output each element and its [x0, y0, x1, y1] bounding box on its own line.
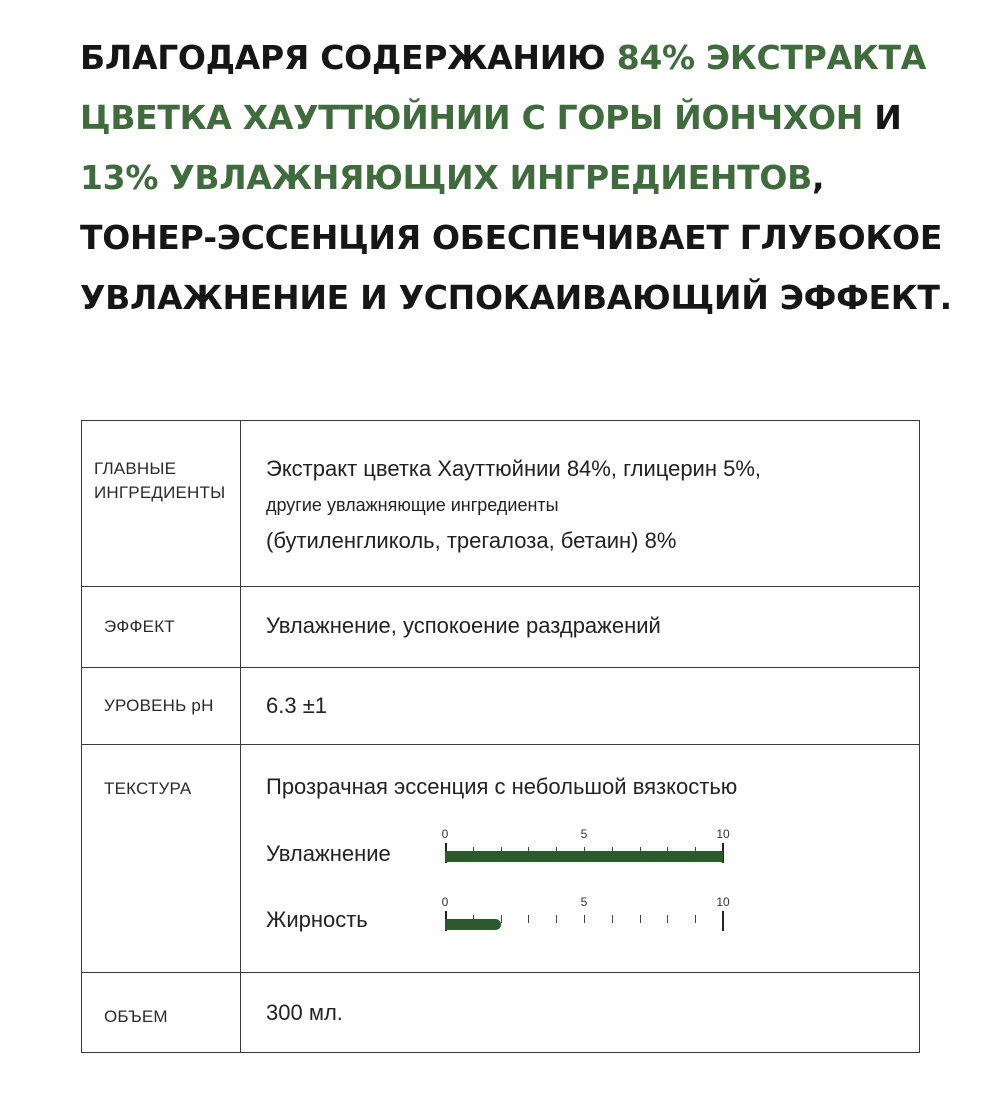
- scale-tick: [695, 915, 696, 923]
- scale-tick-label: 5: [580, 827, 588, 841]
- scale-tick: [667, 915, 668, 923]
- row-texture: [82, 745, 919, 973]
- oiliness-scale-label: Жирность: [266, 907, 368, 932]
- ingredients-line-3: (бутиленгликоль, трегалоза, бетаин) 8%: [266, 528, 677, 553]
- headline-line-2: [80, 88, 960, 148]
- headline-line-3: [80, 148, 960, 208]
- headline-text: ,: [811, 158, 825, 197]
- ingredients-label-line-2: ИНГРЕДИЕНТЫ: [94, 483, 226, 502]
- texture-label: ТЕКСТУРА: [104, 779, 192, 798]
- headline-highlight: 84% ЭКСТРАКТА: [616, 38, 926, 77]
- headline: [80, 28, 960, 328]
- scale-tick-label: 0: [441, 827, 449, 841]
- scale-tick: [528, 915, 529, 923]
- moisture-scale: [441, 827, 730, 867]
- headline-highlight: ЦВЕТКА ХАУТТЮЙНИИ С ГОРЫ ЙОНЧХОН: [80, 98, 864, 137]
- oiliness-scale: [441, 895, 730, 935]
- scale-tick: [640, 915, 641, 923]
- ingredients-label-line-1: ГЛАВНЫЕ: [94, 459, 177, 478]
- scale-tick-label: 10: [716, 827, 730, 841]
- ph-value: 6.3 ±1: [266, 693, 328, 718]
- headline-text: И: [863, 98, 902, 137]
- headline-line-4: ТОНЕР-ЭССЕНЦИЯ ОБЕСПЕЧИВАЕТ ГЛУБОКОЕ: [80, 218, 943, 257]
- ingredients-label: [94, 457, 225, 505]
- spec-table: [81, 420, 920, 1053]
- ph-label: УРОВЕНЬ pH: [104, 696, 214, 715]
- scale-tick: [612, 915, 613, 923]
- headline-highlight: 13% УВЛАЖНЯЮЩИХ ИНГРЕДИЕНТОВ: [80, 158, 812, 197]
- scale-end-mark: [722, 911, 724, 931]
- ingredients-line-1: Экстракт цветка Хауттюйнии 84%, глицерин 5%,: [266, 456, 762, 481]
- scale-tick-label: 5: [580, 895, 588, 909]
- row-volume: [82, 973, 919, 1054]
- scale-level-bar: [445, 851, 723, 862]
- effect-value: Увлажнение, успокоение раздражений: [266, 613, 661, 638]
- ingredients-value: [266, 451, 761, 559]
- row-ingredients: [82, 421, 919, 587]
- scale-level-bar: [445, 919, 501, 930]
- row-effect: [82, 587, 919, 668]
- scale-tick: [584, 915, 585, 923]
- ingredients-line-2: другие увлажняющие ингредиенты: [266, 495, 559, 515]
- scale-tick-label: 0: [441, 895, 449, 909]
- row-ph: [82, 668, 919, 745]
- volume-value: 300 мл.: [266, 1000, 343, 1025]
- headline-text: БЛАГОДАРЯ СОДЕРЖАНИЮ: [80, 38, 617, 77]
- volume-label: ОБЪЕМ: [104, 1007, 168, 1026]
- moisture-scale-label: Увлажнение: [266, 841, 391, 866]
- headline-line-5: УВЛАЖНЕНИЕ И УСПОКАИВАЮЩИЙ ЭФФЕКТ.: [80, 278, 952, 317]
- scale-tick-label: 10: [716, 895, 730, 909]
- scale-tick: [556, 915, 557, 923]
- scale-tick: [501, 915, 502, 923]
- headline-line-1: [80, 28, 960, 88]
- effect-label: ЭФФЕКТ: [104, 617, 175, 636]
- texture-value: Прозрачная эссенция с небольшой вязкостью: [266, 774, 738, 799]
